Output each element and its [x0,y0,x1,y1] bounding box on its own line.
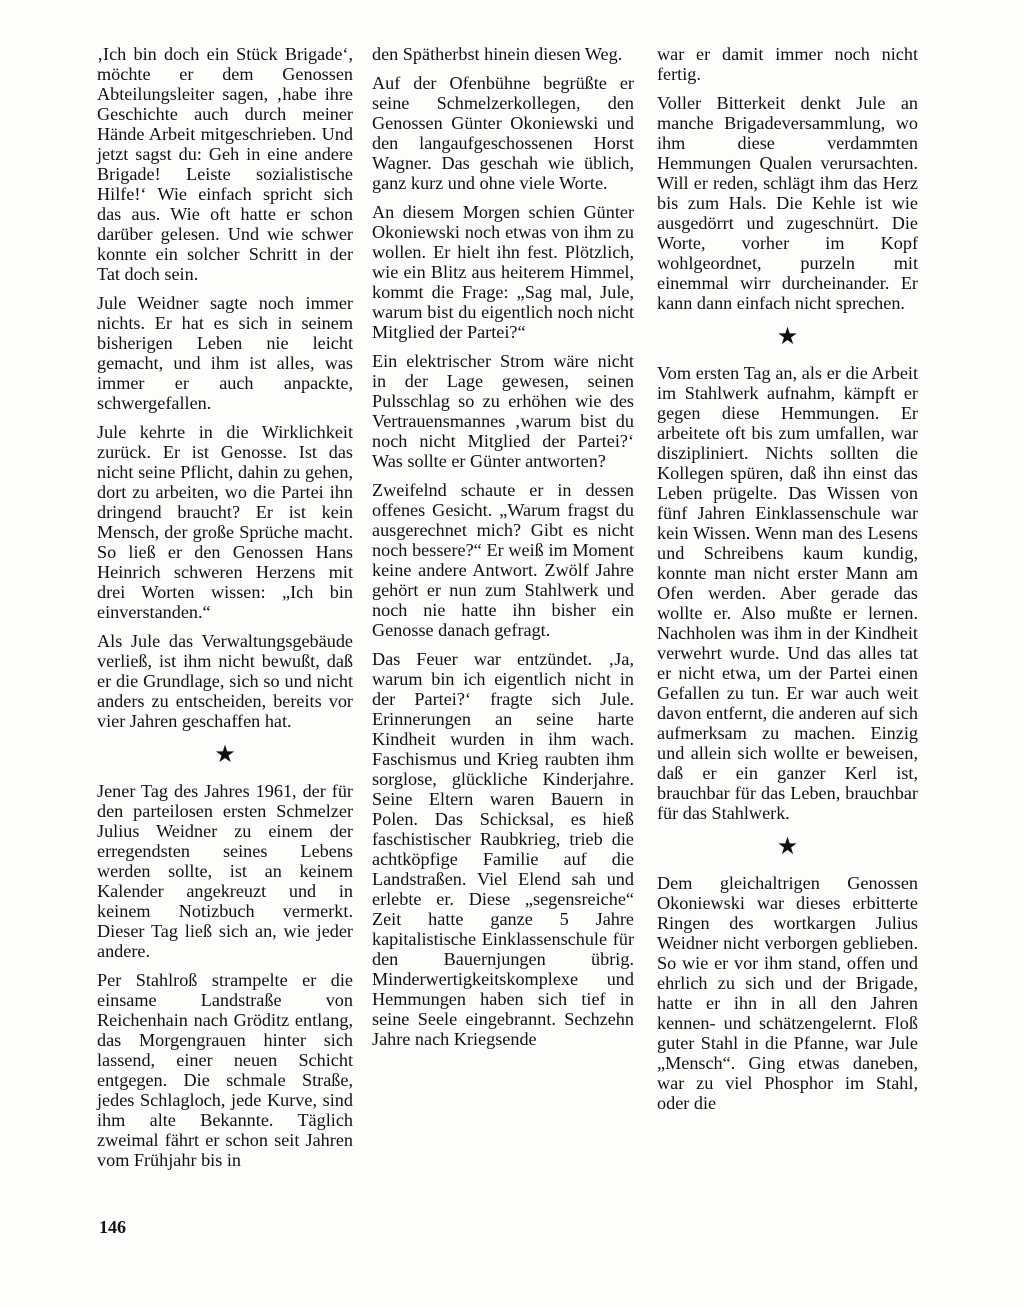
section-divider-star-icon: ★ [776,834,799,860]
paragraph: An diesem Morgen schien Günter Okoniewski noch etwas von ihm zu wollen. Er hielt ihn fest. Plötzlich, wie ein Blitz aus heiterem Himmel, kommt die Frage: „Sag mal, Jule, warum bist du eigentlich noch nicht Mitglied der Partei?“ [372,202,634,342]
paragraph: Das Feuer war entzündet. ‚Ja, warum bin ich eigentlich nicht in der Partei?‘ fragte sich Jule. Erinnerungen an seine harte Kindheit wurden in ihm wach. Faschismus und Krieg raubten ihm sorglose, glückliche Kinderjahre. Seine Eltern waren Bauern in Polen. Das Schicksal, es hieß faschistischer Raubkrieg, trieb die achtköpfige Familie auf die Landstraßen. Viel Elend sah und erlebte er. Diese „segensreiche“ Zeit hatte ganze 5 Jahre kapitalistische Einklassenschule für den Bauernjungen übrig. Minderwertigkeitskomplexe und Hemmungen haben sich tief in seine Seele eingebrannt. Sechzehn Jahre nach Kriegsende [372,649,634,1049]
text-column-left [97,44,353,1179]
paragraph: ‚Ich bin doch ein Stück Brigade‘, möchte er dem Genossen Abteilungsleiter sagen, ‚habe ihre Geschichte auch durch meiner Hände Arbeit mitgeschrieben. Und jetzt sagst du: Geh in eine andere Brigade! Leiste sozialistische Hilfe!‘ Wie einfach spricht sich das aus. Wie oft hatte er schon darüber gelesen. Und wie schwer konnte ein solcher Schritt in der Tat doch sein. [97,44,353,284]
paragraph: Jule Weidner sagte noch immer nichts. Er hat es sich in seinem bisherigen Leben nie leicht gemacht, und ihm ist alles, was immer er auch anpackte, schwergefallen. [97,293,353,413]
paragraph: Vom ersten Tag an, als er die Arbeit im Stahlwerk aufnahm, kämpft er gegen diese Hemmungen. Er arbeitete oft bis zum umfallen, war diszipliniert. Nichts sollten die Kollegen spüren, daß ihn einst das Leben prügelte. Das Wissen von fünf Jahren Einklassenschule war kein Wissen. Wenn man des Lesens und Schreibens kaum kundig, konnte man nicht erster Mann am Ofen werden. Aber gerade das wollte er. Also mußte er lernen. Nachholen was ihm in der Kindheit verwehrt wurde. Und das alles tat er nicht etwa, um der Partei einen Gefallen zu tun. Er war auch weit davon entfernt, die anderen auf sich aufmerksam zu machen. Einzig und allein sich wollte er beweisen, daß er ein ganzer Kerl ist, brauchbar für das Leben, brauchbar für das Stahlwerk. [657,363,918,823]
section-divider-star-icon: ★ [776,324,799,350]
text-column-right [657,44,918,1122]
paragraph: Voller Bitterkeit denkt Jule an manche Brigadeversammlung, wo ihm diese verdammten Hemmungen Qualen verursachten. Will er reden, schlägt ihm das Herz bis zum Hals. Die Kehle ist wie ausgedörrt und zugeschnürt. Die Worte, vorher im Kopf wohlgeordnet, purzeln mit einemmal wirr durcheinander. Er kann dann einfach nicht sprechen. [657,93,918,313]
paragraph: war er damit immer noch nicht fertig. [657,44,918,84]
text-column-middle [372,44,634,1058]
paragraph: den Spätherbst hinein diesen Weg. [372,44,623,64]
page-number: 146 [99,1217,126,1237]
section-divider-star-icon: ★ [214,742,236,768]
paragraph: Jule kehrte in die Wirklichkeit zurück. Er ist Genosse. Ist das nicht seine Pflicht, dahin zu gehen, dort zu arbeiten, wo die Partei ihn dringend braucht? Er ist kein Mensch, der große Sprüche macht. So ließ er den Genossen Hans Heinrich schweren Herzens mit drei Worten wissen: „Ich bin einverstanden.“ [97,422,353,622]
paragraph: Jener Tag des Jahres 1961, der für den parteilosen ersten Schmelzer Julius Weidner zu einem der erregendsten seines Lebens werden sollte, ist an keinem Kalender angekreuzt und in keinem Notizbuch vermerkt. Dieser Tag ließ sich an, wie jeder andere. [97,781,353,961]
paragraph: Ein elektrischer Strom wäre nicht in der Lage gewesen, seinen Pulsschlag so zu erhöhen wie des Vertrauensmannes ‚warum bist du noch nicht Mitglied der Partei?‘ Was sollte er Günter antworten? [372,351,634,471]
paragraph: Per Stahlroß strampelte er die einsame Landstraße von Reichenhain nach Gröditz entlang, das Morgengrauen hinter sich lassend, einer neuen Schicht entgegen. Die schmale Straße, jedes Schlagloch, jede Kurve, sind ihm alte Bekannte. Täglich zweimal fährt er schon seit Jahren vom Frühjahr bis in [97,970,353,1170]
paragraph: Als Jule das Verwaltungsgebäude verließ, ist ihm nicht bewußt, daß er die Grundlage, sich so und nicht anders zu entscheiden, bereits vor vier Jahren geschaffen hat. [97,631,353,731]
paragraph: Dem gleichaltrigen Genossen Okoniewski war dieses erbitterte Ringen des wortkargen Julius Weidner nicht verborgen geblieben. So wie er vor ihm stand, offen und ehrlich zu sich und der Brigade, hatte er ihn in all den Jahren kennen- und schätzengelernt. Floß guter Stahl in die Pfanne, war Jule „Mensch“. Ging etwas daneben, war zu viel Phosphor im Stahl, oder die [657,873,918,1113]
paragraph: Zweifelnd schaute er in dessen offenes Gesicht. „Warum fragst du ausgerechnet mich? Gibt es nicht noch bessere?“ Er weiß im Moment keine andere Antwort. Zwölf Jahre gehört er nun zum Stahlwerk und noch nie hatte ihn bisher ein Genosse danach gefragt. [372,480,634,640]
paragraph: Auf der Ofenbühne begrüßte er seine Schmelzerkollegen, den Genossen Günter Okoniewski und den langaufgeschossenen Horst Wagner. Das geschah wie üblich, ganz kurz und ohne viele Worte. [372,73,634,193]
